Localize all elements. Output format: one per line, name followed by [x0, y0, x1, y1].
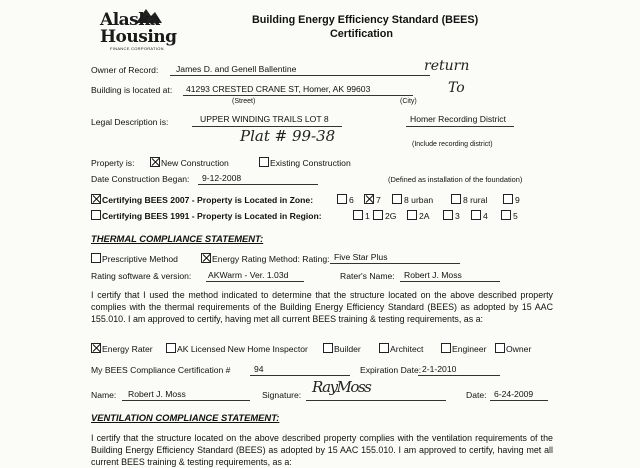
prescriptive-label: Prescriptive Method	[102, 254, 178, 264]
district-caption: (Include recording district)	[412, 141, 493, 148]
signature-label: Signature:	[262, 390, 302, 400]
document-title: Building Energy Efficiency Standard (BEES)	[252, 14, 479, 26]
zone-6-checkbox[interactable]	[337, 194, 347, 204]
recording-district: Homer Recording District	[410, 114, 506, 124]
thermal-heading: THERMAL COMPLIANCE STATEMENT:	[91, 233, 264, 244]
region-2a-checkbox[interactable]	[407, 210, 417, 220]
region-4-label: 4	[483, 211, 488, 221]
existing-construction-checkbox[interactable]	[259, 157, 269, 167]
logo-line2: Housing	[100, 27, 177, 47]
handwritten-return: return	[424, 58, 470, 74]
region-3-checkbox[interactable]	[443, 210, 453, 220]
date-began-label: Date Construction Began:	[91, 174, 190, 184]
zone-9-label: 9	[515, 195, 520, 205]
region-3-label: 3	[455, 211, 460, 221]
energy-rater-checkbox[interactable]	[91, 343, 101, 353]
software-value: AKWarm - Ver. 1.03d	[208, 270, 289, 280]
date-value: 6-24-2009	[494, 389, 534, 399]
cert-number-label: My BEES Compliance Certification #	[91, 365, 231, 375]
legal-value: UPPER WINDING TRAILS LOT 8	[200, 114, 329, 124]
prescriptive-checkbox[interactable]	[91, 253, 101, 263]
ahfc-logo	[96, 6, 176, 52]
city-caption: (City)	[400, 98, 417, 105]
zone-8-rural-label: 8 rural	[463, 195, 488, 205]
engineer-checkbox[interactable]	[441, 343, 451, 353]
logo-line1: Alaska	[100, 10, 161, 30]
property-label: Property is:	[91, 158, 135, 168]
architect-checkbox[interactable]	[379, 343, 389, 353]
street-caption: (Street)	[232, 98, 256, 105]
new-construction-checkbox[interactable]	[150, 157, 160, 167]
region-4-checkbox[interactable]	[471, 210, 481, 220]
builder-label: Builder	[334, 344, 361, 354]
region-1-checkbox[interactable]	[353, 210, 363, 220]
energy-rating-label: Energy Rating Method: Rating:	[212, 254, 330, 264]
rater-name-label: Rater's Name:	[340, 271, 395, 281]
energy-rating-checkbox[interactable]	[201, 253, 211, 263]
region-2a-label: 2A	[419, 211, 430, 221]
name-label: Name:	[91, 390, 117, 400]
bees-1991-checkbox[interactable]	[91, 210, 101, 220]
zone-6-label: 6	[349, 195, 354, 205]
bees-2007-label: Certifying BEES 2007 - Property is Located in Zone:	[102, 195, 314, 205]
rating-value: Five Star Plus	[334, 252, 388, 262]
zone-7-label: 7	[376, 195, 381, 205]
rater-name-value: Robert J. Moss	[404, 270, 462, 280]
cert-number-value: 94	[254, 364, 264, 374]
legal-label: Legal Description is:	[91, 117, 169, 127]
building-value: 41293 CRESTED CRANE ST, Homer, AK 99603	[186, 84, 371, 94]
engineer-label: Engineer	[452, 344, 487, 354]
region-5-checkbox[interactable]	[501, 210, 511, 220]
thermal-statement: I certify that I used the method indicated to determine that the structure located on the above described property complies with the thermal requirements of the Building Energy Efficiency Standard (BEES) as adopted by 15 AAC 155.010. I am approved to certify, having met all current BEES training & testing requirements, as a:	[91, 290, 553, 324]
builder-checkbox[interactable]	[323, 343, 333, 353]
signature-scrawl: RayMoss	[312, 378, 371, 396]
region-2g-label: 2G	[385, 211, 397, 221]
expiration-value: 2-1-2010	[422, 364, 457, 374]
home-inspector-checkbox[interactable]	[166, 343, 176, 353]
ventilation-heading: VENTILATION COMPLIANCE STATEMENT:	[91, 412, 280, 423]
zone-7-checkbox[interactable]	[364, 194, 374, 204]
bees-2007-checkbox[interactable]	[91, 194, 101, 204]
zone-8-rural-checkbox[interactable]	[451, 194, 461, 204]
date-began-value: 9-12-2008	[202, 173, 242, 183]
existing-construction-label: Existing Construction	[270, 158, 351, 168]
region-2g-checkbox[interactable]	[373, 210, 383, 220]
bees-1991-label: Certifying BEES 1991 - Property is Located in Region:	[102, 211, 322, 221]
energy-rater-label: Energy Rater	[102, 344, 153, 354]
date-label: Date:	[466, 390, 487, 400]
owner-checkbox[interactable]	[495, 343, 505, 353]
owner-value: James D. and Genell Ballentine	[176, 64, 297, 74]
name-value: Robert J. Moss	[128, 389, 186, 399]
home-inspector-label: AK Licensed New Home Inspector	[177, 344, 308, 354]
handwritten-to: To	[448, 80, 465, 96]
zone-8-urban-label: 8 urban	[404, 195, 434, 205]
building-label: Building is located at:	[91, 85, 173, 95]
new-construction-label: New Construction	[161, 158, 229, 168]
handwritten-plat: Plat # 99-38	[240, 127, 336, 145]
expiration-label: Expiration Date:	[360, 365, 422, 375]
logo-subline: FINANCE CORPORATION	[110, 46, 164, 51]
owner-label: Owner of Record:	[91, 65, 159, 75]
owner-role-label: Owner	[506, 344, 532, 354]
architect-label: Architect	[390, 344, 424, 354]
zone-8-urban-checkbox[interactable]	[392, 194, 402, 204]
ventilation-statement: I certify that the structure located on the above described property complies with the ventilation requirements of the Building Energy Efficiency Standard (BEES) as adopted by 15 AAC 155.010. I am approved to certify, having met all current BEES training & testing requirements, as a:	[91, 433, 553, 467]
document-subtitle: Certification	[330, 28, 393, 40]
region-5-label: 5	[513, 211, 518, 221]
zone-9-checkbox[interactable]	[503, 194, 513, 204]
region-1-label: 1	[365, 211, 370, 221]
software-label: Rating software & version:	[91, 271, 192, 281]
date-began-note: (Defined as installation of the foundation)	[388, 175, 523, 184]
